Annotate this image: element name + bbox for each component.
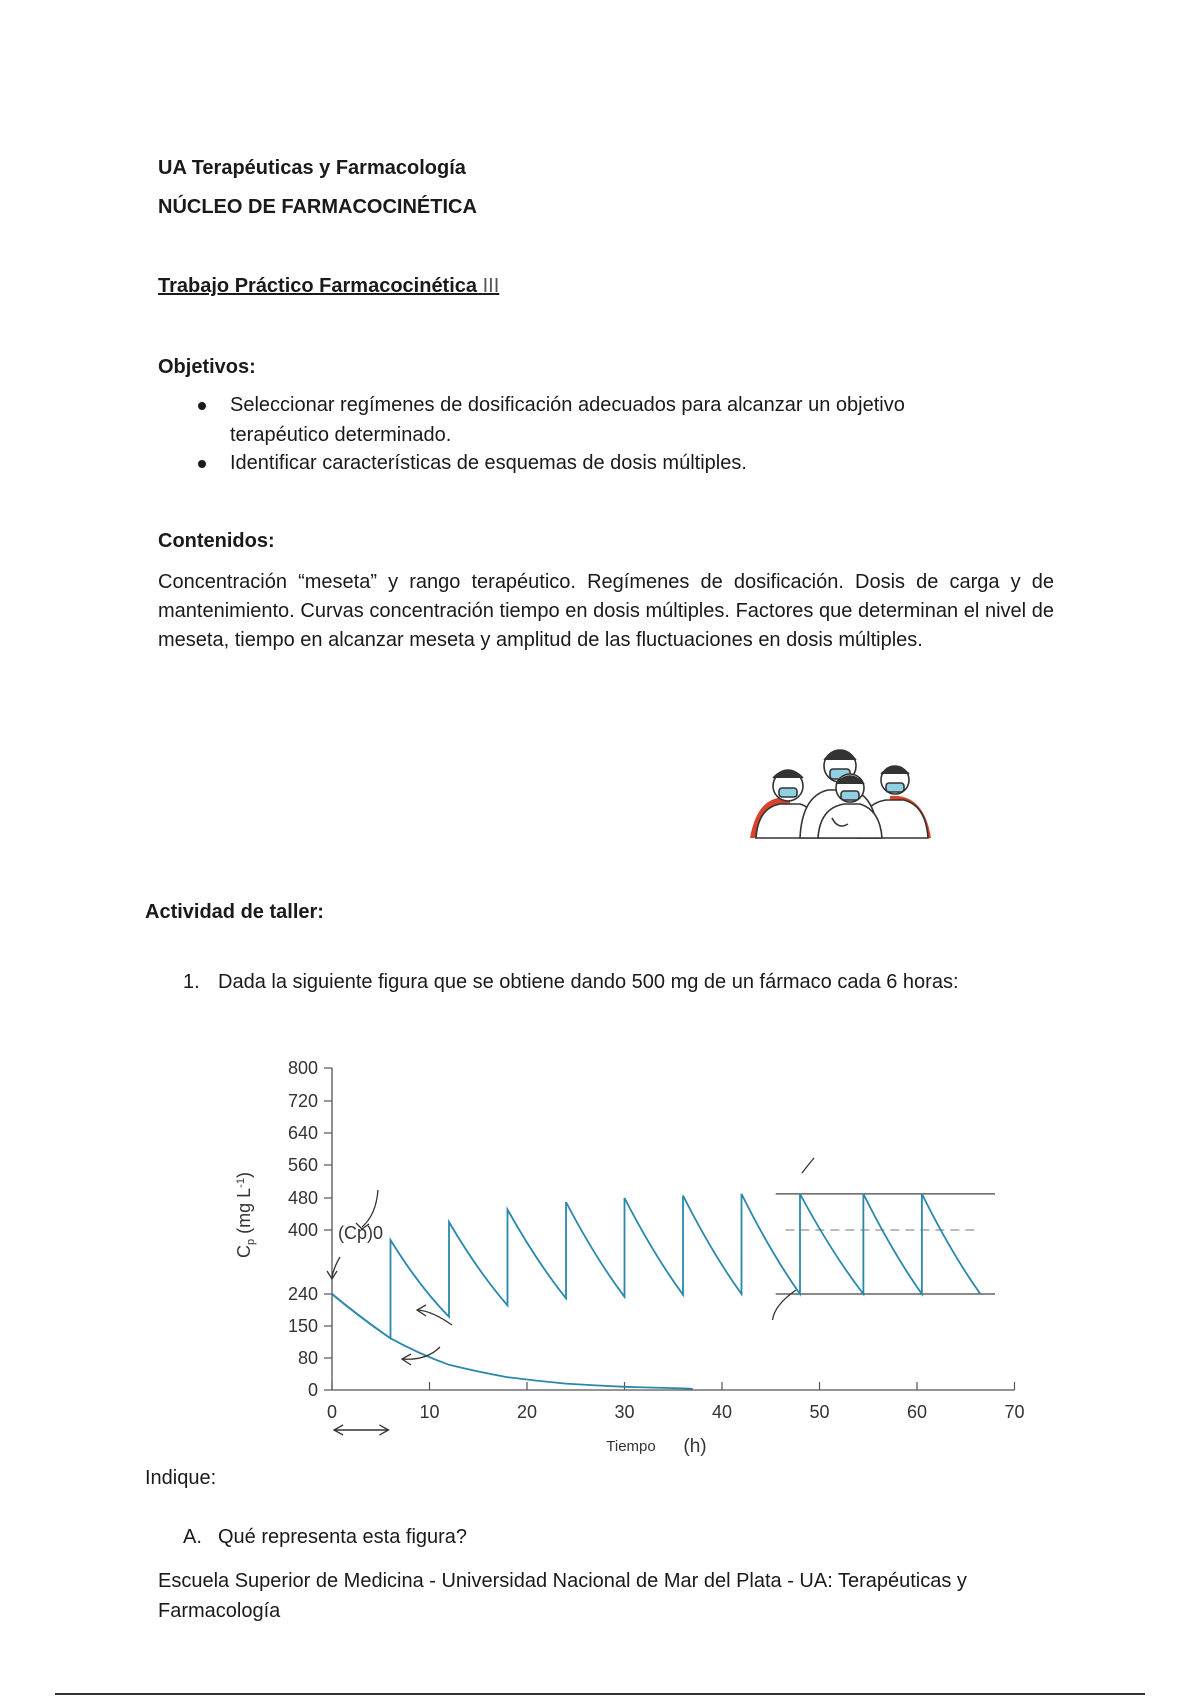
footer-line-2: Farmacología [158,1600,281,1622]
x-axis-unit: (h) [683,1436,707,1457]
footer-divider [55,1693,1145,1695]
question-a-letter: A. [183,1526,202,1548]
x-tick-label: 0 [326,1402,338,1422]
x-tick-label: 70 [1004,1402,1025,1422]
arrow-first-peak [362,1190,378,1227]
y-tick-label: 640 [287,1123,318,1143]
x-tick-label: 60 [906,1402,928,1422]
objective-2: Identificar características de esquemas de dosis múltiples. [230,452,747,474]
arrow-cp0-start [332,1257,340,1277]
y-tick-label: 400 [287,1220,318,1240]
pk-chart [150,1005,1050,1470]
question-1-number: 1. [183,971,200,993]
x-tick-label: 50 [809,1402,830,1422]
question-1: Dada la siguiente figura que se obtiene dando 500 mg de un fármaco cada 6 horas: [218,971,959,993]
y-tick-label: 560 [287,1155,318,1175]
x-tick-label: 20 [516,1402,538,1422]
department-name: NÚCLEO DE FARMACOCINÉTICA [158,196,477,218]
y-tick-label: 480 [287,1188,318,1208]
bullet-icon [198,460,206,468]
series-multiple-dose [332,1194,980,1338]
contents-text: Concentración “meseta” y rango terapéutico. Regímenes de dosificación. Dosis de carga y de mantenimiento. Curvas concentración tiempo en dosis múltiples. Factores que determinan el nivel de meseta, tiempo en alcanzar meseta y amplitud de las fluctuaciones en dosis múltiples. [158,571,1054,651]
y-axis-label: $C_p$ (mg $L^{-1}$) [234,1172,257,1258]
arrow-plateau-max [802,1158,814,1173]
x-tick-label: 30 [614,1402,635,1422]
practical-title-main: Trabajo Práctico Farmacocinética [158,275,478,297]
question-a: Qué representa esta figura? [218,1526,468,1548]
objective-1-line2: terapéutico determinado. [230,424,452,446]
y-tick-label: 150 [287,1316,318,1336]
y-tick-label: 800 [287,1058,318,1078]
series-single-dose [332,1294,693,1389]
workshop-heading: Actividad de taller: [145,901,324,923]
cp0-annotation: (Cp)0 [338,1223,384,1243]
doctors-illustration [748,738,933,843]
indique-label: Indique: [145,1467,217,1489]
y-tick-label: 720 [287,1091,318,1111]
x-tick-label: 10 [419,1402,440,1422]
x-axis-label: Tiempo [606,1438,656,1455]
objective-1-line1: Seleccionar regímenes de dosificación adecuados para alcanzar un objetivo [230,394,905,416]
y-tick-label: 0 [307,1380,318,1400]
course-name: UA Terapéuticas y Farmacología [158,157,466,179]
contents-heading: Contenidos: [158,530,275,552]
y-tick-label: 240 [287,1284,318,1304]
practical-title-number: III [482,275,500,297]
practical-title [158,275,499,298]
y-tick-label: 80 [297,1348,318,1368]
objectives-heading: Objetivos: [158,356,256,378]
bullet-icon [198,402,206,410]
x-tick-label: 40 [711,1402,733,1422]
footer-line-1: Escuela Superior de Medicina - Universidad Nacional de Mar del Plata - UA: Terapéuticas y [158,1570,967,1592]
arrow-trough [418,1310,452,1325]
